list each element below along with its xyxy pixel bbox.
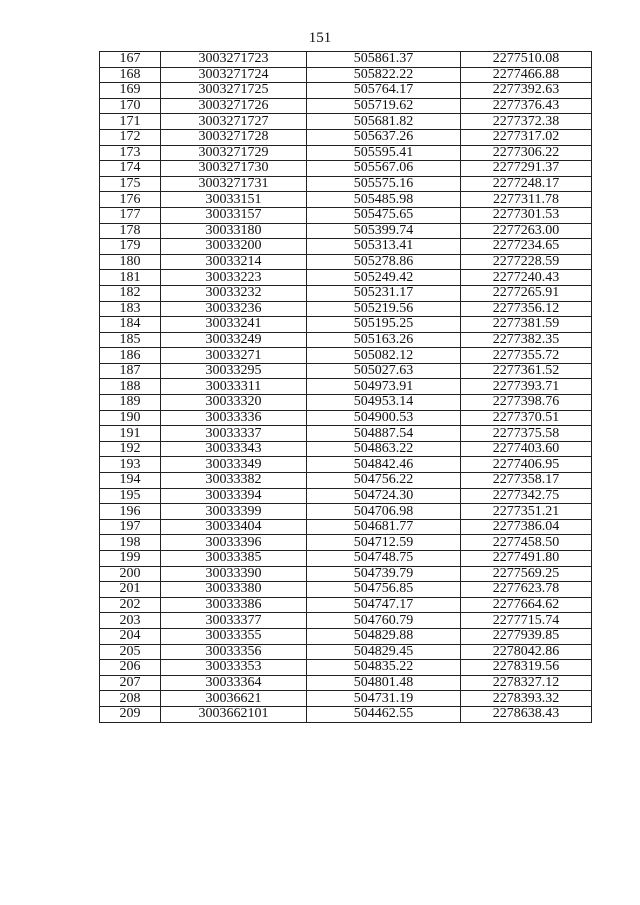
row-index-cell: 185 — [100, 332, 161, 348]
x-coordinate-cell: 504681.77 — [307, 519, 461, 535]
table-row — [100, 145, 592, 161]
y-coordinate-cell: 2277372.38 — [461, 114, 592, 130]
table-row — [100, 129, 592, 145]
row-index-cell: 178 — [100, 223, 161, 239]
table-row — [100, 161, 592, 177]
table-row — [100, 504, 592, 520]
y-coordinate-cell: 2277386.04 — [461, 519, 592, 535]
table-row — [100, 67, 592, 83]
row-index-cell: 206 — [100, 660, 161, 676]
table-row — [100, 441, 592, 457]
table-row — [100, 613, 592, 629]
row-index-cell: 203 — [100, 613, 161, 629]
row-index-cell: 174 — [100, 161, 161, 177]
point-id-cell: 30033349 — [161, 457, 307, 473]
y-coordinate-cell: 2277248.17 — [461, 176, 592, 192]
table-row — [100, 207, 592, 223]
x-coordinate-cell: 504829.45 — [307, 644, 461, 660]
point-id-cell: 30033390 — [161, 566, 307, 582]
y-coordinate-cell: 2277342.75 — [461, 488, 592, 504]
table-row — [100, 473, 592, 489]
y-coordinate-cell: 2277466.88 — [461, 67, 592, 83]
row-index-cell: 170 — [100, 98, 161, 114]
row-index-cell: 184 — [100, 317, 161, 333]
row-index-cell: 204 — [100, 628, 161, 644]
point-id-cell: 30033355 — [161, 628, 307, 644]
y-coordinate-cell: 2277361.52 — [461, 363, 592, 379]
y-coordinate-cell: 2277491.80 — [461, 551, 592, 567]
y-coordinate-cell: 2277403.60 — [461, 441, 592, 457]
point-id-cell: 3003271723 — [161, 52, 307, 68]
row-index-cell: 176 — [100, 192, 161, 208]
x-coordinate-cell: 505822.22 — [307, 67, 461, 83]
x-coordinate-cell: 504731.19 — [307, 691, 461, 707]
x-coordinate-cell: 505575.16 — [307, 176, 461, 192]
x-coordinate-cell: 504953.14 — [307, 395, 461, 411]
y-coordinate-cell: 2277291.37 — [461, 161, 592, 177]
x-coordinate-cell: 505219.56 — [307, 301, 461, 317]
point-id-cell: 30036621 — [161, 691, 307, 707]
point-id-cell: 3003271725 — [161, 83, 307, 99]
table-row — [100, 332, 592, 348]
table-row — [100, 675, 592, 691]
row-index-cell: 168 — [100, 67, 161, 83]
table-row — [100, 363, 592, 379]
table-row — [100, 52, 592, 68]
row-index-cell: 196 — [100, 504, 161, 520]
table-row — [100, 519, 592, 535]
row-index-cell: 197 — [100, 519, 161, 535]
point-id-cell: 30033386 — [161, 597, 307, 613]
point-id-cell: 3003271724 — [161, 67, 307, 83]
x-coordinate-cell: 504756.22 — [307, 473, 461, 489]
table-row — [100, 551, 592, 567]
table-row — [100, 223, 592, 239]
table-row — [100, 270, 592, 286]
table-row — [100, 660, 592, 676]
x-coordinate-cell: 504829.88 — [307, 628, 461, 644]
x-coordinate-cell: 505485.98 — [307, 192, 461, 208]
table-row — [100, 114, 592, 130]
x-coordinate-cell: 504706.98 — [307, 504, 461, 520]
x-coordinate-cell: 504739.79 — [307, 566, 461, 582]
point-id-cell: 3003271727 — [161, 114, 307, 130]
table-row — [100, 395, 592, 411]
point-id-cell: 30033223 — [161, 270, 307, 286]
x-coordinate-cell: 505231.17 — [307, 285, 461, 301]
point-id-cell: 30033377 — [161, 613, 307, 629]
row-index-cell: 183 — [100, 301, 161, 317]
x-coordinate-cell: 504842.46 — [307, 457, 461, 473]
point-id-cell: 30033356 — [161, 644, 307, 660]
x-coordinate-cell: 505399.74 — [307, 223, 461, 239]
x-coordinate-cell: 505764.17 — [307, 83, 461, 99]
point-id-cell: 30033404 — [161, 519, 307, 535]
x-coordinate-cell: 505082.12 — [307, 348, 461, 364]
y-coordinate-cell: 2278042.86 — [461, 644, 592, 660]
y-coordinate-cell: 2277510.08 — [461, 52, 592, 68]
y-coordinate-cell: 2277265.91 — [461, 285, 592, 301]
row-index-cell: 191 — [100, 426, 161, 442]
table-row — [100, 379, 592, 395]
y-coordinate-cell: 2277569.25 — [461, 566, 592, 582]
row-index-cell: 199 — [100, 551, 161, 567]
y-coordinate-cell: 2277301.53 — [461, 207, 592, 223]
row-index-cell: 186 — [100, 348, 161, 364]
row-index-cell: 190 — [100, 410, 161, 426]
row-index-cell: 179 — [100, 239, 161, 255]
coordinates-table — [99, 51, 592, 723]
table-row — [100, 239, 592, 255]
y-coordinate-cell: 2277228.59 — [461, 254, 592, 270]
page-number: 151 — [308, 30, 332, 46]
x-coordinate-cell: 504724.30 — [307, 488, 461, 504]
row-index-cell: 189 — [100, 395, 161, 411]
table-row — [100, 706, 592, 722]
row-index-cell: 177 — [100, 207, 161, 223]
point-id-cell: 30033343 — [161, 441, 307, 457]
x-coordinate-cell: 504900.53 — [307, 410, 461, 426]
row-index-cell: 175 — [100, 176, 161, 192]
y-coordinate-cell: 2277306.22 — [461, 145, 592, 161]
table-row — [100, 317, 592, 333]
row-index-cell: 173 — [100, 145, 161, 161]
point-id-cell: 30033337 — [161, 426, 307, 442]
table-body — [100, 52, 592, 723]
table-row — [100, 628, 592, 644]
y-coordinate-cell: 2277398.76 — [461, 395, 592, 411]
row-index-cell: 201 — [100, 582, 161, 598]
point-id-cell: 30033249 — [161, 332, 307, 348]
row-index-cell: 187 — [100, 363, 161, 379]
row-index-cell: 180 — [100, 254, 161, 270]
table-row — [100, 457, 592, 473]
x-coordinate-cell: 504801.48 — [307, 675, 461, 691]
y-coordinate-cell: 2278638.43 — [461, 706, 592, 722]
x-coordinate-cell: 505313.41 — [307, 239, 461, 255]
table-row — [100, 83, 592, 99]
point-id-cell: 30033382 — [161, 473, 307, 489]
point-id-cell: 30033241 — [161, 317, 307, 333]
row-index-cell: 182 — [100, 285, 161, 301]
y-coordinate-cell: 2277458.50 — [461, 535, 592, 551]
point-id-cell: 30033364 — [161, 675, 307, 691]
y-coordinate-cell: 2277664.62 — [461, 597, 592, 613]
point-id-cell: 30033399 — [161, 504, 307, 520]
point-id-cell: 3003271728 — [161, 129, 307, 145]
y-coordinate-cell: 2277263.00 — [461, 223, 592, 239]
point-id-cell: 30033336 — [161, 410, 307, 426]
x-coordinate-cell: 504756.85 — [307, 582, 461, 598]
x-coordinate-cell: 504760.79 — [307, 613, 461, 629]
table-row — [100, 535, 592, 551]
y-coordinate-cell: 2277311.78 — [461, 192, 592, 208]
y-coordinate-cell: 2277370.51 — [461, 410, 592, 426]
point-id-cell: 3003271729 — [161, 145, 307, 161]
table-row — [100, 691, 592, 707]
point-id-cell: 30033180 — [161, 223, 307, 239]
row-index-cell: 194 — [100, 473, 161, 489]
row-index-cell: 172 — [100, 129, 161, 145]
x-coordinate-cell: 504887.54 — [307, 426, 461, 442]
point-id-cell: 30033385 — [161, 551, 307, 567]
x-coordinate-cell: 504863.22 — [307, 441, 461, 457]
x-coordinate-cell: 504973.91 — [307, 379, 461, 395]
table-row — [100, 192, 592, 208]
y-coordinate-cell: 2278393.32 — [461, 691, 592, 707]
row-index-cell: 167 — [100, 52, 161, 68]
table-row — [100, 582, 592, 598]
row-index-cell: 205 — [100, 644, 161, 660]
x-coordinate-cell: 504712.59 — [307, 535, 461, 551]
x-coordinate-cell: 505567.06 — [307, 161, 461, 177]
y-coordinate-cell: 2277375.58 — [461, 426, 592, 442]
x-coordinate-cell: 505195.25 — [307, 317, 461, 333]
point-id-cell: 30033320 — [161, 395, 307, 411]
row-index-cell: 169 — [100, 83, 161, 99]
row-index-cell: 195 — [100, 488, 161, 504]
point-id-cell: 3003662101 — [161, 706, 307, 722]
x-coordinate-cell: 505249.42 — [307, 270, 461, 286]
row-index-cell: 209 — [100, 706, 161, 722]
table-row — [100, 285, 592, 301]
table-row — [100, 301, 592, 317]
point-id-cell: 30033394 — [161, 488, 307, 504]
y-coordinate-cell: 2277406.95 — [461, 457, 592, 473]
y-coordinate-cell: 2277623.78 — [461, 582, 592, 598]
row-index-cell: 192 — [100, 441, 161, 457]
table-row — [100, 410, 592, 426]
point-id-cell: 30033214 — [161, 254, 307, 270]
row-index-cell: 207 — [100, 675, 161, 691]
row-index-cell: 202 — [100, 597, 161, 613]
y-coordinate-cell: 2277355.72 — [461, 348, 592, 364]
table-row — [100, 566, 592, 582]
x-coordinate-cell: 504462.55 — [307, 706, 461, 722]
point-id-cell: 30033200 — [161, 239, 307, 255]
x-coordinate-cell: 505719.62 — [307, 98, 461, 114]
x-coordinate-cell: 505163.26 — [307, 332, 461, 348]
point-id-cell: 30033396 — [161, 535, 307, 551]
point-id-cell: 30033157 — [161, 207, 307, 223]
table-row — [100, 644, 592, 660]
point-id-cell: 30033236 — [161, 301, 307, 317]
table-row — [100, 176, 592, 192]
point-id-cell: 30033311 — [161, 379, 307, 395]
x-coordinate-cell: 505475.65 — [307, 207, 461, 223]
table-row — [100, 488, 592, 504]
x-coordinate-cell: 505861.37 — [307, 52, 461, 68]
y-coordinate-cell: 2277393.71 — [461, 379, 592, 395]
point-id-cell: 3003271726 — [161, 98, 307, 114]
point-id-cell: 30033151 — [161, 192, 307, 208]
row-index-cell: 200 — [100, 566, 161, 582]
y-coordinate-cell: 2277376.43 — [461, 98, 592, 114]
x-coordinate-cell: 505278.86 — [307, 254, 461, 270]
y-coordinate-cell: 2277240.43 — [461, 270, 592, 286]
y-coordinate-cell: 2277351.21 — [461, 504, 592, 520]
table-row — [100, 426, 592, 442]
x-coordinate-cell: 505637.26 — [307, 129, 461, 145]
point-id-cell: 3003271731 — [161, 176, 307, 192]
x-coordinate-cell: 505595.41 — [307, 145, 461, 161]
point-id-cell: 30033232 — [161, 285, 307, 301]
table-row — [100, 597, 592, 613]
y-coordinate-cell: 2278327.12 — [461, 675, 592, 691]
y-coordinate-cell: 2277392.63 — [461, 83, 592, 99]
y-coordinate-cell: 2277234.65 — [461, 239, 592, 255]
point-id-cell: 3003271730 — [161, 161, 307, 177]
row-index-cell: 198 — [100, 535, 161, 551]
x-coordinate-cell: 504748.75 — [307, 551, 461, 567]
y-coordinate-cell: 2278319.56 — [461, 660, 592, 676]
row-index-cell: 188 — [100, 379, 161, 395]
y-coordinate-cell: 2277939.85 — [461, 628, 592, 644]
y-coordinate-cell: 2277382.35 — [461, 332, 592, 348]
row-index-cell: 171 — [100, 114, 161, 130]
y-coordinate-cell: 2277317.02 — [461, 129, 592, 145]
x-coordinate-cell: 504747.17 — [307, 597, 461, 613]
point-id-cell: 30033353 — [161, 660, 307, 676]
point-id-cell: 30033271 — [161, 348, 307, 364]
y-coordinate-cell: 2277358.17 — [461, 473, 592, 489]
x-coordinate-cell: 505681.82 — [307, 114, 461, 130]
x-coordinate-cell: 505027.63 — [307, 363, 461, 379]
y-coordinate-cell: 2277356.12 — [461, 301, 592, 317]
y-coordinate-cell: 2277715.74 — [461, 613, 592, 629]
table-row — [100, 98, 592, 114]
point-id-cell: 30033295 — [161, 363, 307, 379]
point-id-cell: 30033380 — [161, 582, 307, 598]
y-coordinate-cell: 2277381.59 — [461, 317, 592, 333]
table-row — [100, 254, 592, 270]
row-index-cell: 193 — [100, 457, 161, 473]
x-coordinate-cell: 504835.22 — [307, 660, 461, 676]
row-index-cell: 181 — [100, 270, 161, 286]
row-index-cell: 208 — [100, 691, 161, 707]
table-row — [100, 348, 592, 364]
